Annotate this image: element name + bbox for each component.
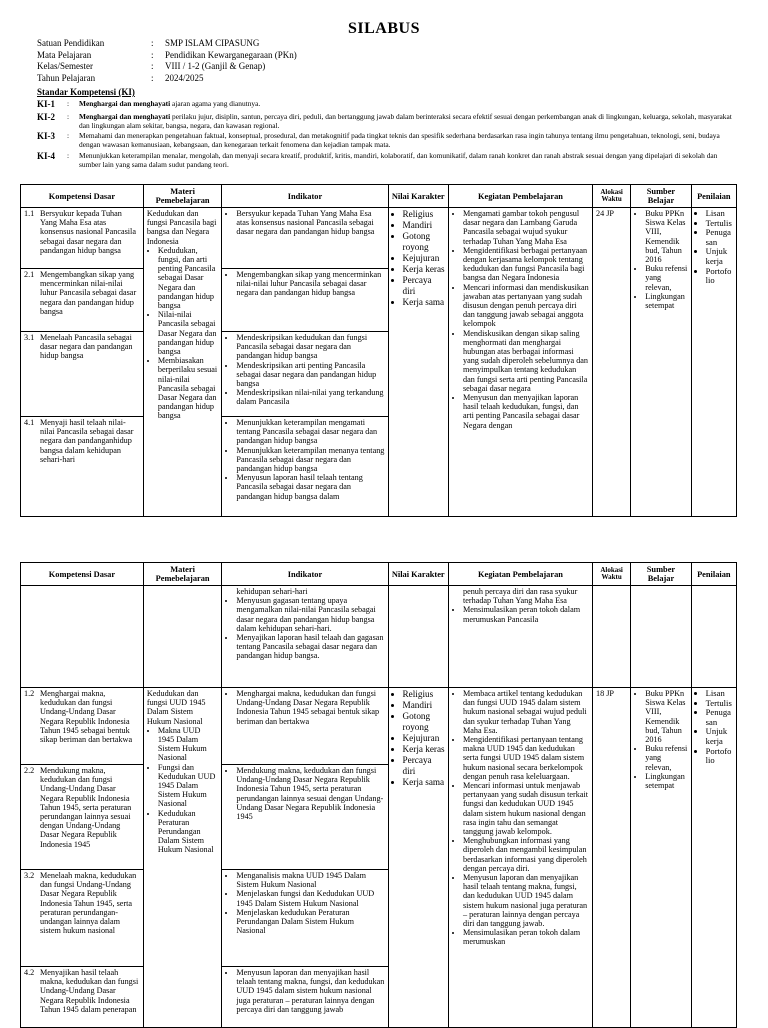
col-header: Nilai Karakter	[388, 563, 448, 586]
table-header-row	[21, 185, 737, 208]
kegiatan-cell	[448, 586, 592, 688]
table-header-row	[21, 563, 737, 586]
ki-item: KI-2 : Menghargai dan menghayati perilaku jujur, disiplin, santun, percaya diri, peduli, dan bertanggung jawab dalam berinteraksi secara efektif sesuai dengan perkembangan anak di lingkungan, keluarga, sekolah, masyarakat dan lingkungan alam sekitar, bangsa, negara, dan kawasan regional.	[37, 112, 732, 130]
list-item: • Percaya diri	[403, 755, 445, 777]
identity-block	[37, 38, 297, 84]
kd-item: 2.1 Mengembangkan sikap yang mencerminkan nilai-nilai luhur Pancasila sebagai dasar negara dan pandangan hidup bangsa	[21, 268, 143, 331]
list-item: • Mendiskusikan dengan sikap saling menghormati dan menghargai hubungan atas berbagai informasi yang sudah diperoleh sebelumnya dan menyimpulkan tentang kedudukan dan fungsi serta arti penting Pancasila sebagai dasar negara	[463, 329, 589, 393]
continued-text: kehidupan sehari-hari	[236, 587, 308, 596]
list-item: • Buku refensi yang relevan,	[645, 264, 687, 292]
ki-text: Menunjukkan keterampilan menalar, mengolah, dan menyaji secara kreatif, produktif, kritis, mandiri, kolaboratif, dan komunikatif, dalam ranah konkret dan ranah abstrak sesuai dengan yang dipelajari di sekolah dan sumber lain yang sama dalam sudut pandang teori.	[79, 151, 718, 169]
ki-item: KI-3 : Memahami dan menerapkan pengetahuan faktual, konseptual, prosedural, dan metakognitif pada tingkat teknis dan spesifik sederhana berdasarkan rasa ingin tahunya tentang ilmu pengetahuan, teknologi, seni, budaya dengan wawasan kemanusiaan, kebangsaan, dan kenegaraan terkait fenomena dan kejadian tampak mata.	[37, 131, 720, 149]
list-item: • Kerja keras	[403, 264, 445, 275]
indikator-group	[222, 688, 387, 764]
col-header: Kompetensi Dasar	[21, 563, 144, 586]
kegiatan-cell	[448, 688, 592, 1028]
list-item: • Mencari informasi dan mendiskusikan jawaban atas pertanyaan yang sudah disusun dengan penuh percaya diri dan tanggung jawab sebagai anggota kelompok	[463, 283, 589, 329]
list-item: • Mandiri	[403, 220, 445, 231]
indikator-cell	[222, 208, 388, 517]
indikator-group	[222, 268, 387, 331]
col-header: Alokasi Waktu	[592, 563, 630, 586]
list-item: • Mendukung makna, kedudukan dan fungsi Undang-Undang Dasar Negara Republik Indonesia Tahun 1945, serta peraturan perundangan lainnya sesuai dengan Undang-Undang Dasar Negara Republik Indonesia 1945	[236, 766, 384, 821]
indikator-group	[222, 208, 387, 268]
list-item: • Buku PPKn Siswa Kelas VIII, Kemendik bud, Tahun 2016	[645, 689, 687, 744]
meta-label: Satuan Pendidikan	[37, 38, 105, 48]
list-item: • Kerja sama	[403, 777, 445, 788]
list-item: • Portofo lio	[706, 267, 733, 286]
list-item: • Mandiri	[403, 700, 445, 711]
ki-bold: Menghargai dan menghayati	[79, 99, 171, 108]
penilaian-cell	[691, 208, 736, 517]
list-item: • Tertulis	[706, 219, 733, 229]
list-item: • Menyusun dan menyajikan laporan hasil telaah kedudukan, fungsi, dan arti penting Pancasila sebagai dasar Negara dengan	[463, 393, 589, 430]
list-item: • Mendeskripsikan kedudukan dan fungsi Pancasila sebagai dasar negara dan pandangan hidup bangsa	[236, 333, 384, 361]
table-row	[21, 688, 737, 1028]
indikator-group	[222, 764, 387, 869]
nilai-cell	[388, 208, 448, 517]
col-header: Sumber Belajar	[631, 185, 691, 208]
alokasi-value: 24 JP	[595, 209, 614, 218]
ki-bold: Menghargai dan menghayati	[79, 112, 171, 121]
col-header: Kompetensi Dasar	[21, 185, 144, 208]
ki-text: perilaku jujur, disiplin, santun, percaya diri, peduli, dan bertanggung jawab dalam berinteraksi secara efektif sesuai dengan perkembangan anak di lingkungan, keluarga, sekolah, masyarakat dan lingkungan alam sekitar, bangsa, negara, dan kawasan regional.	[79, 112, 732, 130]
list-item: • Mencari informasi untuk menjawab pertanyaan yang sudah disusun terkait fungsi dan kedudukan UUD 1945 dalam sistem hukum nasional dengan rasa ingin tahu dan semangat tanggung jawab kelompok.	[463, 781, 589, 836]
list-item: • Menganalisis makna UUD 1945 Dalam Sistem Hukum Nasional	[236, 871, 384, 889]
kegiatan-cell	[448, 208, 592, 517]
list-item: • Kejujuran	[403, 733, 445, 744]
list-item: • Mengamati gambar tokoh pengusul dasar negara dan Lambang Garuda Pancasila sebagai wujud syukur terhadap Tuhan Yang Maha Esa	[463, 209, 589, 246]
list-item: • Lingkungan setempat	[645, 292, 687, 310]
list-item: • Kejujuran	[403, 253, 445, 264]
list-item: • Mengidentifikasi berbagai pertanyaan dengan kerjasama kelompok tentang kedudukan dan fungsi Pancasila bagi bangsa dan Negara Indonesia	[463, 246, 589, 283]
list-item: • Menyusun laporan dan menyajikan hasil telaah tentang makna, fungsi, dan kedudukan UUD 1945 dalam sistem hukum nasional juga peraturan – peraturan lainnya dengan percaya diri dan tanggung jawab	[236, 968, 384, 1014]
col-header: Indikator	[222, 563, 388, 586]
syllabus-table-2	[20, 562, 737, 1028]
list-item: • Kerja sama	[403, 297, 445, 308]
kd-item: 1.2 Menghargai makna, kedudukan dan fungsi Undang-Undang Dasar Negara Republik Indonesia Tahun 1945 sebagai bentuk sikap beriman dan bertakwa	[24, 689, 133, 745]
list-item: • Mensimulasikan peran tokoh dalam merumuskan	[463, 928, 589, 946]
meta-value: SMP ISLAM CIPASUNG	[165, 38, 260, 48]
ki-text: Memahami dan menerapkan pengetahuan faktual, konseptual, prosedural, dan metakognitif pada tingkat teknis dan spesifik sederhana berdasarkan rasa ingin tahunya tentang ilmu pengetahuan, teknologi, seni, budaya dengan wawasan kemanusiaan, kebangsaan, dan kenegaraan terkait fenomena dan kejadian tampak mata.	[79, 131, 720, 149]
list-item: • Tertulis	[706, 699, 733, 709]
list-item: • Penuga san	[706, 708, 733, 727]
list-item: • Penuga san	[706, 228, 733, 247]
meta-row: Kelas/Semester : VIII / 1-2 (Ganjil & Genap)	[37, 61, 266, 71]
kd-cell	[21, 688, 144, 1028]
meta-value: VIII / 1-2 (Ganjil & Genap)	[165, 61, 266, 71]
list-item: • Menjelaskan fungsi dan Kedudukan UUD 1945 Dalam Sistem Hukum Nasional	[236, 889, 384, 907]
list-item: • Portofo lio	[706, 747, 733, 766]
list-item: • Menjelaskan kedudukan Peraturan Perundangan Dalam Sistem Hukum Nasional	[236, 908, 384, 936]
ki-code: KI-4	[37, 151, 55, 161]
col-header: Sumber Belajar	[631, 563, 691, 586]
alokasi-cell	[592, 688, 630, 1028]
col-header: Materi Pemebelajaran	[143, 563, 222, 586]
col-header: Indikator	[222, 185, 388, 208]
kd-item: 3.1 Menelaah Pancasila sebagai dasar negara dan pandangan hidup bangsa	[21, 331, 143, 416]
materi-intro: Kedudukan dan fungsi Pancasila bagi bangsa dan Negara Indonesia	[146, 209, 217, 246]
list-item: • Menyusun laporan dan menyajikan hasil telaah tentang makna, fungsi, dan kedudukan UUD 1945 dalam sistem hukum nasional juga peraturan – peraturan lainnya dengan percaya diri dan tanggung jawab.	[463, 873, 589, 928]
list-item: • Lisan	[706, 689, 733, 699]
alokasi-value: 18 JP	[595, 689, 614, 698]
meta-label: Kelas/Semester	[37, 61, 93, 71]
kd-item: 3.2 Menelaah makna, kedudukan dan fungsi Undang-Undang Dasar Negara Republik Indonesia Tahun 1945, serta peraturan perundangan-undangan lainnya dalam sistem hukum nasional	[21, 869, 143, 966]
list-item: • Mendeskripsikan arti penting Pancasila sebagai dasar negara dan pandangan hidup bangsa	[236, 361, 384, 389]
indikator-group	[222, 331, 387, 416]
ki-item: KI-4 : Menunjukkan keterampilan menalar, mengolah, dan menyaji secara kreatif, produktif, kritis, mandiri, kolaboratif, dan komunikatif, dalam ranah konkret dan ranah abstrak sesuai dengan yang dipelajari di sekolah dan sumber lain yang sama dalam sudut pandang teori.	[37, 151, 718, 169]
list-item: • Lingkungan setempat	[645, 772, 687, 790]
ki-code: KI-2	[37, 112, 55, 122]
indikator-group	[222, 416, 387, 502]
list-item: • Mengidentifikasi pertanyaan tentang makna UUD 1945 dan kedudukan serta fungsi UUD 1945 dalam sistem hukum nasional secara berkelompok dengan penuh rasa keleluargaan.	[463, 735, 589, 781]
col-header: Kegiatan Pembelajaran	[448, 185, 592, 208]
ki-text: ajaran agama yang dianutnya.	[170, 99, 261, 108]
list-item: • Lisan	[706, 209, 733, 219]
list-item: • Menyusun laporan hasil telaah tentang Pancasila sebagai dasar negara dan pandangan hidup bangsa dalam	[236, 473, 384, 501]
sumber-cell	[631, 688, 691, 1028]
list-item: • Menghargai makna, kedudukan dan fungsi Undang-Undang Dasar Negara Republik Indonesia Tahun 1945 sebagai bentuk sikap beriman dan bertakwa	[236, 689, 384, 726]
meta-value: 2024/2025	[165, 72, 204, 83]
list-item: • Menunjukkan keterampilan menanya tentang Pancasila sebagai dasar negara dan pandangan hidup bangsa	[236, 446, 384, 474]
list-item: • Percaya diri	[403, 275, 445, 297]
alokasi-cell	[592, 208, 630, 517]
kd-item: 4.2 Menyajikan hasil telaah makna, kedudukan dan fungsi Undang-Undang Dasar Negara Republik Indonesia Tahun 1945 dalam penerapan	[21, 966, 143, 1015]
list-item: • Membaca artikel tentang kedudukan dan fungsi UUD 1945 dalam sistem hukum nasional sebagai wujud peduli dan syukur terhadap Tuhan Yang Maha Esa.	[463, 689, 589, 735]
list-item: • Membiasakan berperilaku sesuai nilai-nilai Pancasila sebagai Dasar Negara dan pandangan hidup bangsa	[158, 356, 219, 420]
kd-item: 4.1 Menyaji hasil telaah nilai-nilai Pancasila sebagai dasar negara dan pandanganhidup bangsa dalam kehidupan sehari-hari	[21, 416, 143, 465]
indikator-cell	[222, 688, 388, 1028]
list-item: • Mengembangkan sikap yang mencerminkan nilai-nilai luhur Pancasila sebagai dasar negara dan pandangan hidup bangsa	[236, 270, 384, 298]
penilaian-cell	[691, 688, 736, 1028]
ki-heading: Standar Kompetensi (KI)	[37, 87, 135, 97]
continued-text: penuh percaya diri dan rasa syukur terhadap Tuhan Yang Maha Esa	[462, 587, 578, 606]
materi-intro: Kedudukan dan fungsi UUD 1945 Dalam Sistem Hukum Nasional	[146, 689, 206, 726]
list-item: • Religius	[403, 209, 445, 220]
ki-code: KI-3	[37, 131, 55, 141]
list-item: • Mendeskripsikan nilai-nilai yang terkandung dalam Pancasila	[236, 388, 384, 406]
kd-item: 2.2 Mendukung makna, kedudukan dan fungsi Undang-Undang Dasar Negara Republik Indonesia Tahun 1945, serta peraturan perundangan lainnya sesuai dengan Undang-Undang Dasar Negara Republik Indonesia 1945	[21, 764, 143, 869]
col-header: Kegiatan Pembelajaran	[448, 563, 592, 586]
list-item: • Unjuk kerja	[706, 727, 733, 746]
col-header: Penilaian	[691, 185, 736, 208]
materi-cell	[143, 688, 222, 1028]
col-header: Materi Pemebelajaran	[143, 185, 222, 208]
kd-cell	[21, 208, 144, 517]
kd-item: 1.1 Bersyukur kepada Tuhan Yang Maha Esa atas konsensus nasional Pancasila sebagai dasar negara dan pandangan hidup bangsa	[24, 209, 136, 255]
sumber-cell	[631, 208, 691, 517]
ki-code: KI-1	[37, 99, 55, 109]
meta-row: Mata Pelajaran : Pendidikan Kewarganegaraan (PKn)	[37, 49, 297, 60]
list-item: • Bersyukur kepada Tuhan Yang Maha Esa atas konsensus nasional Pancasila sebagai dasar negara dan pandangan hidup bangsa	[236, 209, 384, 237]
list-item: • Menyajikan laporan hasil telaah dan gagasan tentang Pancasila sebagai dasar negara dan pandangan hidup bangsa.	[236, 633, 384, 661]
list-item: • Menunjukkan keterampilan mengamati tentang Pancasila sebagai dasar negara dan pandangan hidup bangsa	[236, 418, 384, 446]
list-item: • Fungsi dan Kedudukan UUD 1945 Dalam Sistem Hukum Nasional	[158, 763, 219, 809]
indikator-group	[222, 966, 387, 1015]
list-item: • Buku refensi yang relevan,	[645, 744, 687, 772]
list-item: • Gotong royong	[403, 711, 445, 733]
indikator-cell	[222, 586, 388, 688]
materi-list	[147, 246, 219, 421]
list-item: • Kerja keras	[403, 744, 445, 755]
col-header: Nilai Karakter	[388, 185, 448, 208]
nilai-cell	[388, 688, 448, 1028]
list-item: • Unjuk kerja	[706, 247, 733, 266]
table-row	[21, 586, 737, 688]
ki-item: KI-1 : Menghargai dan menghayati ajaran agama yang dianutnya.	[37, 99, 261, 109]
list-item: • Menyusun gagasan tentang upaya mengamalkan nilai-nilai Pancasila sebagai dasar negara dan pandangan hidup bangsa dalam kehidupan sehari-hari.	[236, 596, 384, 633]
meta-label: Mata Pelajaran	[37, 49, 92, 60]
list-item: • Mensimulasikan peran tokoh dalam merumuskan Pancasila	[463, 605, 589, 623]
col-header: Alokasi Waktu	[592, 185, 630, 208]
list-item: • Menghubungkan informasi yang diperoleh dan mengambil kesimpulan berdasarkan informasi yang diperoleh dengan percaya diri.	[463, 836, 589, 873]
list-item: • Gotong royong	[403, 231, 445, 253]
meta-value: Pendidikan Kewarganegaraan (PKn)	[165, 49, 297, 60]
list-item: • Kedudukan, fungsi, dan arti penting Pancasila sebagai Dasar Negara dan pandangan hidup bangsa	[158, 246, 219, 310]
col-header: Penilaian	[691, 563, 736, 586]
syllabus-table-1	[20, 184, 737, 517]
list-item: • Kedudukan Peraturan Perundangan Dalam Sistem Hukum Nasional	[158, 809, 219, 855]
meta-row: Tahun Pelajaran : 2024/2025	[37, 72, 204, 83]
meta-label: Tahun Pelajaran	[37, 72, 96, 83]
indikator-group	[222, 869, 387, 966]
materi-cell	[143, 208, 222, 517]
list-item: • Nilai-nilai Pancasila sebagai Dasar Negara dan pandangan hidup bangsa	[158, 310, 219, 356]
meta-row: Satuan Pendidikan : SMP ISLAM CIPASUNG	[37, 38, 260, 48]
list-item: • Buku PPKn Siswa Kelas VIII, Kemendik bud, Tahun 2016	[645, 209, 687, 264]
list-item: • Religius	[403, 689, 445, 700]
page-title: SILABUS	[348, 20, 420, 37]
list-item: • Makna UUD 1945 Dalam Sistem Hukum Nasional	[158, 726, 219, 763]
table-row	[21, 208, 737, 517]
